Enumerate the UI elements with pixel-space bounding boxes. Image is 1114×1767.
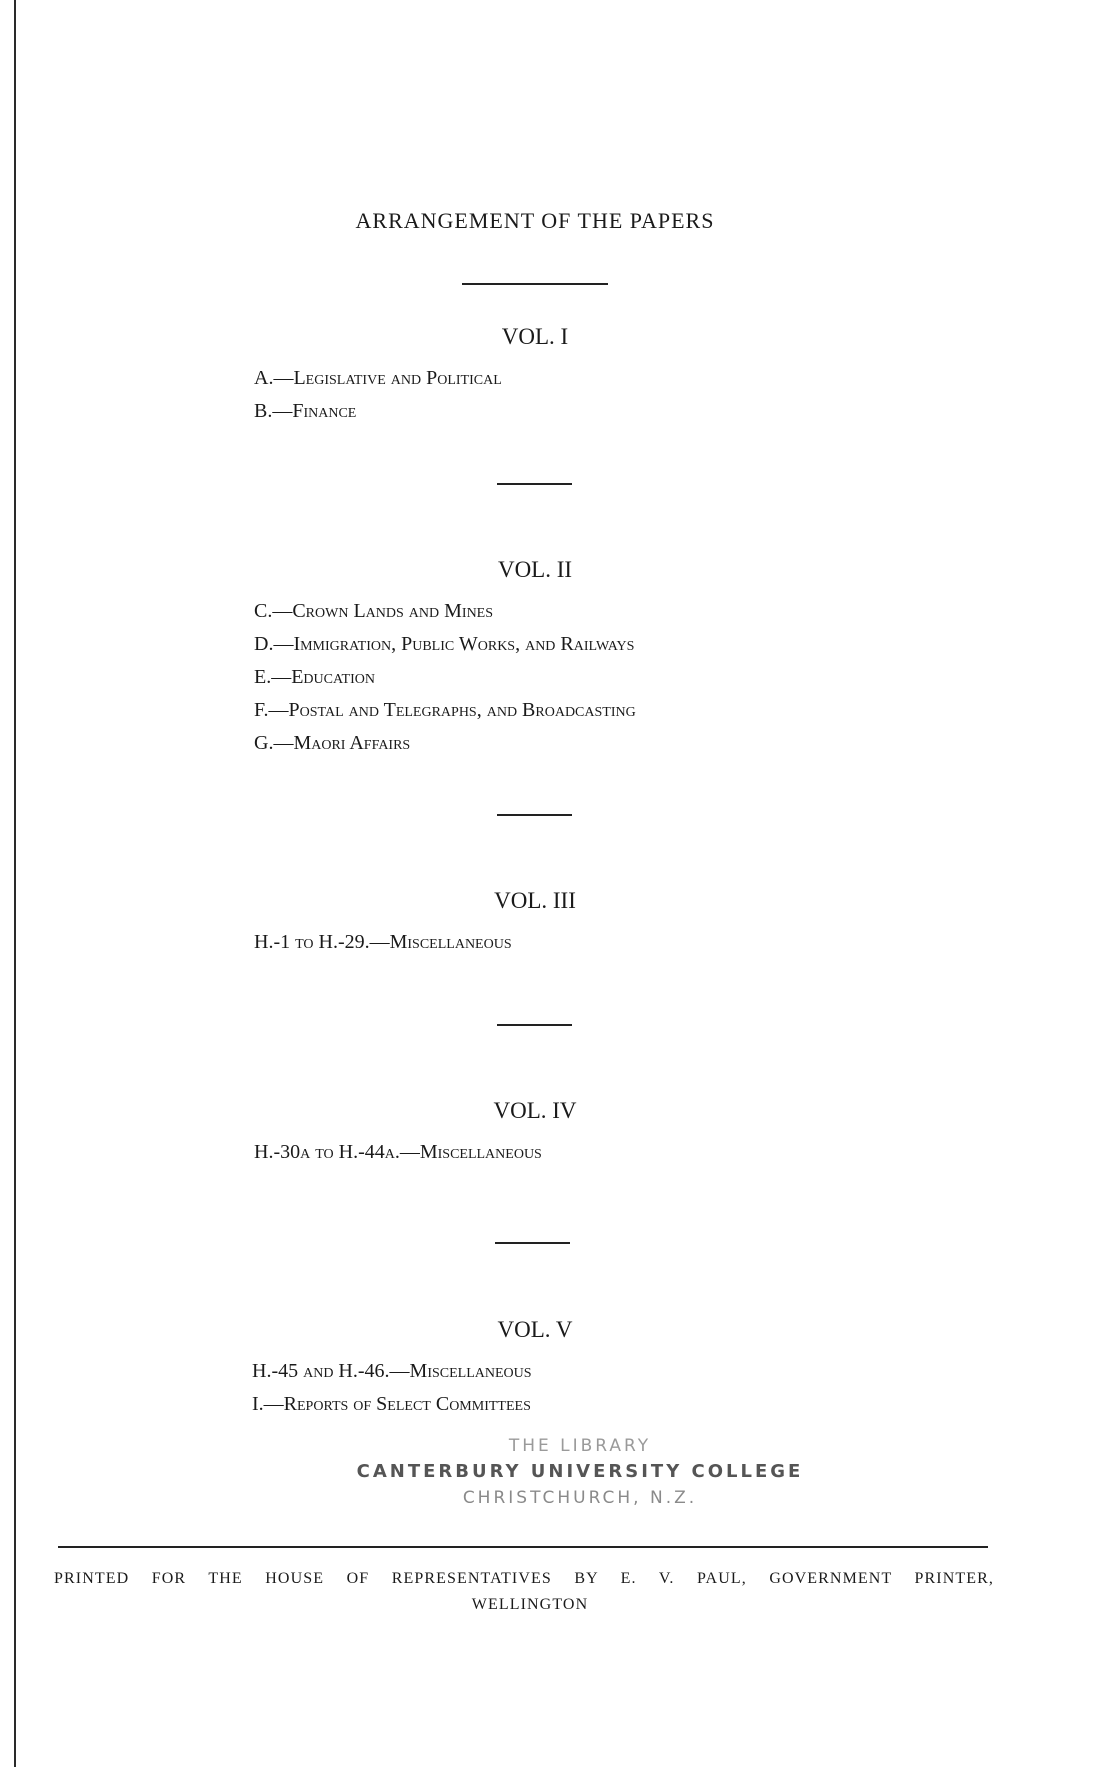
- section-divider: [497, 483, 572, 485]
- vol-3-entry-h: H.-1 to H.-29.—Miscellaneous: [254, 931, 512, 953]
- vol-2-entry-d: D.—Immigration, Public Works, and Railways: [254, 633, 635, 655]
- section-divider: [497, 814, 572, 816]
- vol-5-entry-h: H.-45 and H.-46.—Miscellaneous: [252, 1360, 532, 1382]
- library-stamp-line-2: CANTERBURY UNIVERSITY COLLEGE: [356, 1461, 804, 1482]
- page-edge-line: [14, 0, 16, 1767]
- section-divider: [495, 1242, 570, 1244]
- library-stamp-line-3: CHRISTCHURCH, N.Z.: [462, 1488, 698, 1508]
- page-title: ARRANGEMENT OF THE PAPERS: [355, 208, 715, 233]
- title-divider: [462, 283, 608, 285]
- vol-2-entry-f: F.—Postal and Telegraphs, and Broadcasting: [254, 699, 636, 721]
- vol-1-entry-a: A.—Legislative and Political: [254, 367, 502, 389]
- section-divider: [497, 1024, 572, 1026]
- vol-2-heading: VOL. II: [497, 557, 573, 582]
- vol-4-heading: VOL. IV: [493, 1098, 577, 1123]
- vol-5-heading: VOL. V: [497, 1317, 573, 1342]
- vol-5-entry-i: I.—Reports of Select Committees: [252, 1393, 531, 1415]
- vol-1-heading: VOL. I: [501, 324, 569, 349]
- vol-2-entry-c: C.—Crown Lands and Mines: [254, 600, 494, 622]
- vol-4-entry-h: H.-30a to H.-44a.—Miscellaneous: [254, 1141, 542, 1163]
- vol-3-heading: VOL. III: [494, 888, 576, 913]
- vol-2-entry-e: E.—Education: [254, 666, 375, 688]
- vol-1-entry-b: B.—Finance: [254, 400, 357, 422]
- footer-rule: [58, 1546, 988, 1548]
- vol-2-entry-g: G.—Maori Affairs: [254, 732, 411, 754]
- printer-location: WELLINGTON: [471, 1596, 589, 1613]
- library-stamp-line-1: THE LIBRARY: [508, 1436, 652, 1456]
- printer-imprint: PRINTED FOR THE HOUSE OF REPRESENTATIVES BY E. V. PAUL, GOVERNMENT PRINTER,: [54, 1570, 994, 1587]
